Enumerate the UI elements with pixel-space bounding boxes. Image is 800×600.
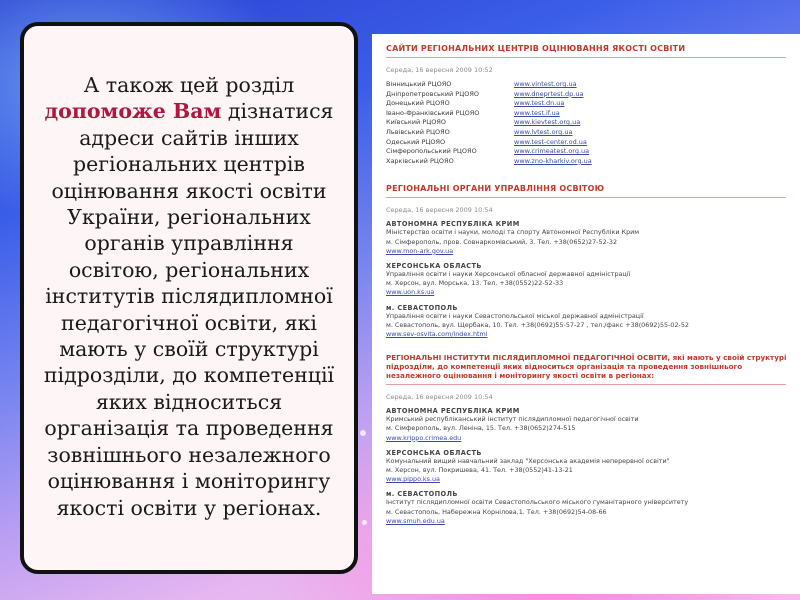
center-row [386,109,800,119]
region-title: м. СЕВАСТОПОЛЬ [386,490,458,499]
center-row [386,138,800,148]
region-block [386,262,800,298]
org-name: Комунальний вищий навчальний заклад "Херсонська академія неперервної освіти" [386,456,670,465]
section2-date: Середа, 16 вересня 2009 10:54 [386,206,493,215]
center-name: Дніпропетровський РЦОЯО [386,89,480,98]
divider [386,384,786,385]
section3-heading-rest: які мають у своїй структурі підрозділи, до компетенції яких відноситься організація та проведення зовнішнього незалежного оцінювання і моніторингу якості освіти в регіонах: [386,353,787,381]
section3 [386,353,800,526]
org-name: Міністерство освіти і науки, молоді та спорту Автономної Республіки Крим [386,228,640,237]
section3-heading [386,353,796,380]
center-link[interactable]: www.dneprtest.dp.ua [514,89,584,98]
center-row [386,90,800,100]
divider [386,57,786,58]
document-image [372,34,800,594]
org-address: м. Севастополь, Набережна Корнілова,1. Тел. +38(0692)54-08-66 [386,507,607,516]
description-intro: А також цей розділ [83,73,295,97]
center-name: Харківський РЦОЯО [386,156,454,165]
org-link[interactable]: www.smuh.edu.ua [386,516,445,525]
center-link[interactable]: www.crimeatest.org.ua [514,147,590,156]
org-address: м. Сімферополь, пров. Совнаркомівський, 3. Тел. +38(0652)27-52-32 [386,237,618,246]
region-block [386,490,800,526]
center-link[interactable]: www.zno-kharkiv.org.ua [514,156,592,165]
center-row [386,80,800,90]
center-link[interactable]: www.lvtest.org.ua [514,127,573,136]
background-sparkle [360,430,366,436]
center-row [386,99,800,109]
org-link[interactable]: www.pippo.ks.ua [386,475,440,484]
center-name: Київський РЦОЯО [386,118,447,127]
section3-heading-red: РЕГІОНАЛЬНІ ІНСТИТУТИ ПІСЛЯДИПЛОМНОЇ ПЕДАГОГІЧНОЇ ОСВІТИ, [386,353,671,363]
center-name: Івано-Франківський РЦОЯО [386,108,480,117]
org-address: м. Сімферополь, вул. Леніна, 15. Тел. +38(0652)274-515 [386,424,576,433]
region-block [386,449,800,485]
center-row [386,118,800,128]
centers-list [386,80,800,166]
center-link[interactable]: www.vintest.org.ua [514,80,577,88]
region-title: АВТОНОМНА РЕСПУБЛІКА КРИМ [386,407,520,416]
org-link[interactable]: www.krippo.crimea.edu [386,433,462,442]
description-body: дізнатися адреси сайтів інших регіональних центрів оцінювання якості освіти України, регіональних органів управління освітою, регіональних інститутів післядипломної педагогічної освіти, які мають у своїй структурі підрозділи, до компетенції яких відноситься організація та проведення зовнішнього незалежного оцінювання і моніторингу якості освіти у регіонах. [43,99,335,520]
center-name: Донецький РЦОЯО [386,99,450,108]
org-name: Інститут післядипломної освіти Севастопольського міського гуманітарного університету [386,498,689,507]
region-title: ХЕРСОНСЬКА ОБЛАСТЬ [386,448,482,457]
center-link[interactable]: www.kievtest.org.ua [514,118,581,127]
section2-heading: РЕГІОНАЛЬНІ ОРГАНИ УПРАВЛІННЯ ОСВІТОЮ [386,184,605,194]
org-link[interactable]: www.mon-ark.gov.ua [386,246,454,255]
center-name: Сімферопольський РЦОЯО [386,147,477,156]
region-block [386,304,800,340]
description-text [42,72,336,521]
region-title: ХЕРСОНСЬКА ОБЛАСТЬ [386,261,482,270]
org-link[interactable]: www.uon.ks.ua [386,288,435,297]
org-address: м. Севастополь, вул. Щербака, 10. Тел. +38(0692)55-57-27 , тел./факс +38(0692)55-02-52 [386,320,689,329]
center-link[interactable]: www.test.if.ua [514,108,560,117]
divider [386,197,786,198]
section1-date: Середа, 16 вересня 2009 10:52 [386,66,493,74]
center-link[interactable]: www.test-center.od.ua [514,137,587,146]
region-title: м. СЕВАСТОПОЛЬ [386,303,458,312]
region-block [386,220,800,256]
region-title: АВТОНОМНА РЕСПУБЛІКА КРИМ [386,220,520,229]
org-name: Кримський республіканський інститут післядипломної педагогічної освіти [386,415,639,424]
region-block [386,407,800,443]
section1-heading: САЙТИ РЕГІОНАЛЬНИХ ЦЕНТРІВ ОЦІНЮВАННЯ ЯКОСТІ ОСВІТИ [386,44,686,53]
org-name: Управління освіти і науки Херсонської обласної державної адміністрації [386,269,631,278]
org-link[interactable]: www.sev-osvita.com/index.html [386,329,488,338]
center-name: Одеський РЦОЯО [386,137,446,146]
org-address: м. Херсон, вул. Покришева, 41. Тел. +38(0552)41-13-21 [386,465,573,474]
center-row [386,147,800,157]
center-name: Львівський РЦОЯО [386,127,450,136]
center-link[interactable]: www.test.dn.ua [514,99,565,108]
background-sparkle [362,520,367,525]
text-card [20,22,358,574]
org-name: Управління освіти і науки Севастопольської міської державної адміністрації [386,311,644,320]
center-row [386,157,800,167]
center-name: Вінницький РЦОЯО [386,80,452,88]
center-row [386,128,800,138]
section2 [386,184,800,339]
org-address: м. Херсон, вул. Морська, 13. Тел. +38(0552)22-52-33 [386,279,564,288]
description-highlight: допоможе Вам [44,99,222,124]
section3-date: Середа, 16 вересня 2009 10:54 [386,393,493,402]
